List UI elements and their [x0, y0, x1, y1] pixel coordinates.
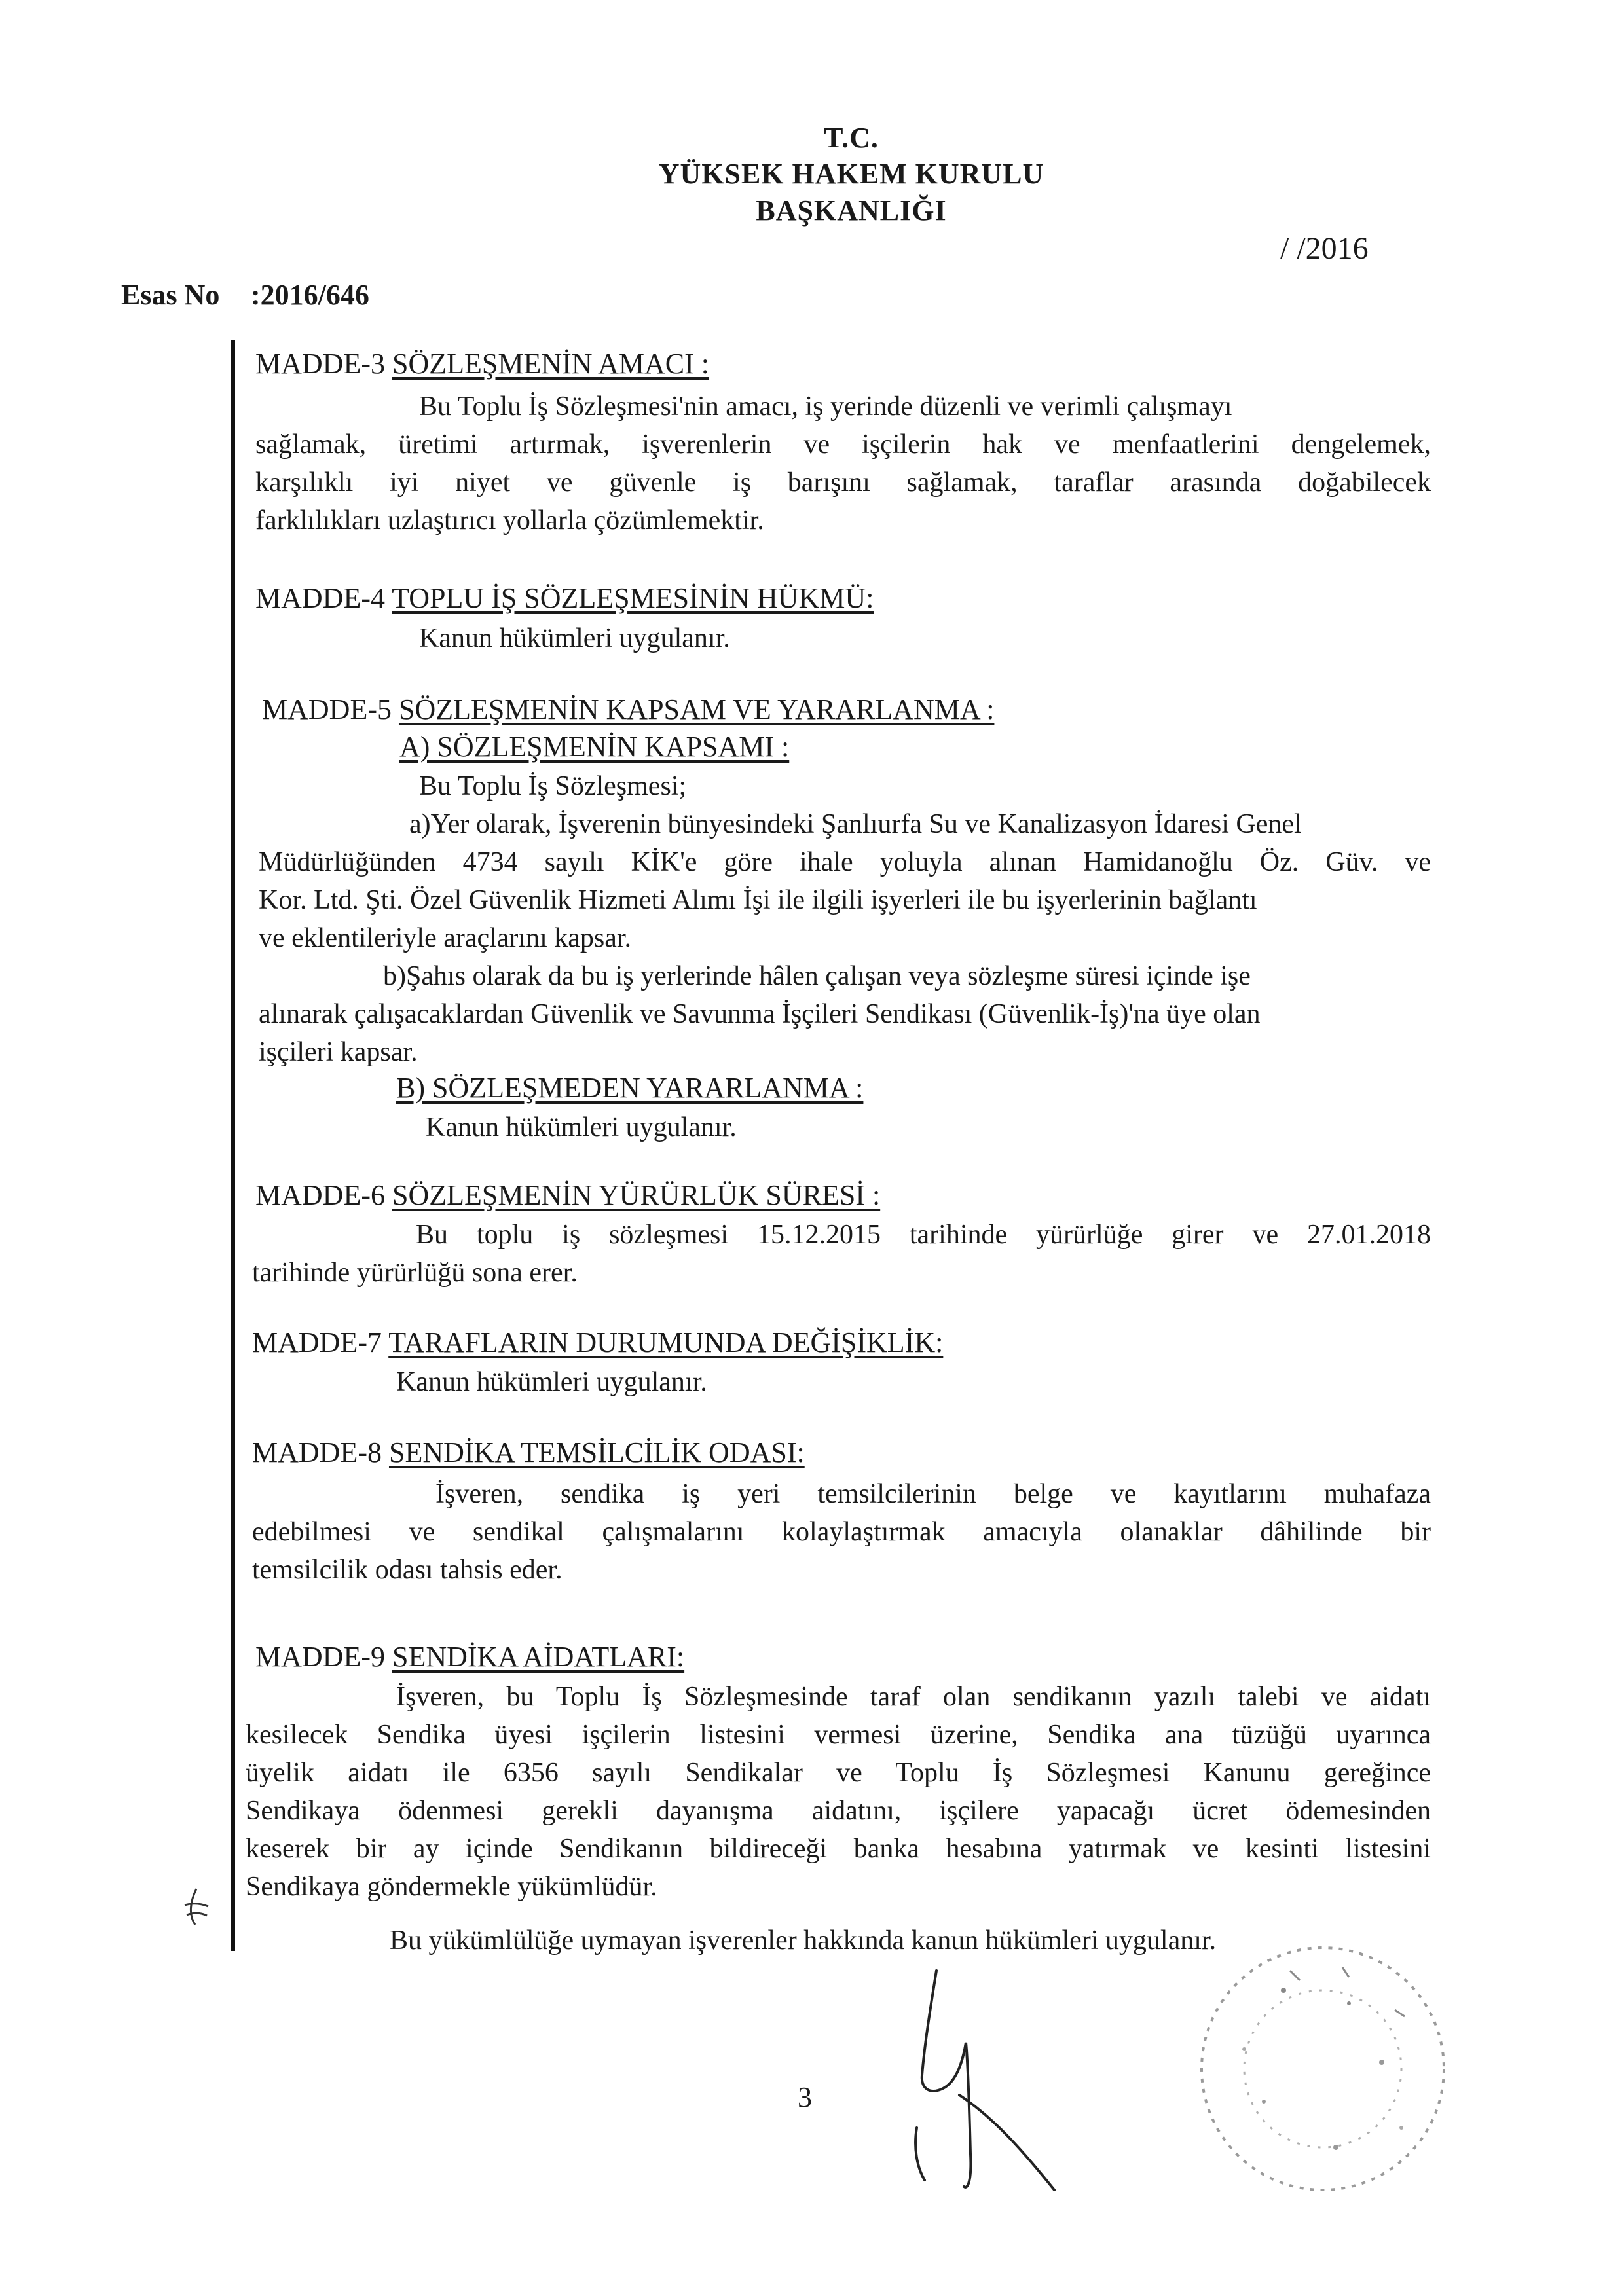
text-line: a)Yer olarak, İşverenin bünyesindeki Şanlıurfa Su ve Kanalizasyon İdaresi Genel [409, 809, 1302, 839]
article-6-title: SÖZLEŞMENİN YÜRÜRLÜK SÜRESİ : [392, 1179, 881, 1211]
text-line: alınarak çalışacaklardan Güvenlik ve Savunma İşçileri Sendikası (Güvenlik-İş)'na üye olan [259, 999, 1261, 1029]
article-7-text: Kanun hükümleri uygulanır. [396, 1367, 707, 1397]
article-3-label: MADDE-3 [255, 348, 385, 380]
text-line: işçileri kapsar. [259, 1037, 418, 1067]
text-line: sağlamak, üretimi artırmak, işverenlerin ve işçilerin hak ve menfaatlerini dengelemek, [255, 429, 1431, 460]
text-line: Müdürlüğünden 4734 sayılı KİK'e göre ihale yoluyla alınan Hamidanoğlu Öz. Güv. ve [259, 847, 1431, 877]
article-4-title: TOPLU İŞ SÖZLEŞMESİNİN HÜKMÜ: [392, 582, 874, 614]
article-5-subheading-a: A) SÖZLEŞMENİN KAPSAMI : [399, 731, 790, 763]
article-5-title: SÖZLEŞMENİN KAPSAM VE YARARLANMA : [398, 693, 995, 725]
article-5-label: MADDE-5 [262, 693, 392, 725]
article-3-body [255, 388, 1431, 539]
text-line: karşılıklı iyi niyet ve güvenle iş barışını sağlamak, taraflar arasında doğabilecek [255, 467, 1431, 498]
article-5-clause-b [259, 957, 1431, 1071]
article-3-heading [255, 347, 709, 380]
text-line: ve eklentileriyle araçlarını kapsar. [259, 923, 632, 953]
article-8-heading [252, 1436, 805, 1469]
article-9-body [246, 1678, 1431, 1906]
article-6-heading [255, 1178, 880, 1212]
text-line: keserek bir ay içinde Sendikanın bildireceği banka hesabına yatırmak ve kesinti listesini [246, 1834, 1431, 1864]
document-date: / /2016 [1280, 231, 1369, 266]
text-line: Sendikaya ödenmesi gerekli dayanışma aidatını, işçilere yapacağı ücret ödemesinden [246, 1796, 1431, 1826]
margin-initial-mark [177, 1886, 216, 1931]
article-6-body [252, 1216, 1431, 1292]
text-line: Kor. Ltd. Şti. Özel Güvenlik Hizmeti Alımı İşi ile ilgili işyerleri ile bu işyerlerinin bağlantı [259, 885, 1257, 915]
esas-no-label: Esas No [121, 279, 220, 311]
article-5-intro: Bu Toplu İş Sözleşmesi; [419, 771, 687, 801]
article-8-title: SENDİKA TEMSİLCİLİK ODASI: [388, 1436, 805, 1468]
text-line: Bu Toplu İş Sözleşmesi'nin amacı, iş yerinde düzenli ve verimli çalışmayı [419, 392, 1232, 422]
header-department: BAŞKANLIĞI [756, 194, 947, 227]
text-line: üyelik aidatı ile 6356 sayılı Sendikalar ve Toplu İş Sözleşmesi Kanunu gereğince [246, 1758, 1431, 1788]
text-line: kesilecek Sendika üyesi işçilerin listesini vermesi üzerine, Sendika ana tüzüğü uyarınca [246, 1720, 1431, 1750]
article-9-label: MADDE-9 [255, 1641, 385, 1673]
text-line: İşveren, sendika iş yeri temsilcilerinin belge ve kayıtlarını muhafaza [435, 1479, 1431, 1509]
text-line: İşveren, bu Toplu İş Sözleşmesinde taraf olan sendikanın yazılı talebi ve aidatı [396, 1682, 1431, 1712]
margin-bar [231, 340, 235, 1951]
article-9-heading [255, 1640, 684, 1673]
text-line: farklılıkları uzlaştırıcı yollarla çözümlemektir. [255, 505, 764, 536]
text-line: Sendikaya göndermekle yükümlüdür. [246, 1872, 657, 1902]
article-8-label: MADDE-8 [252, 1436, 382, 1468]
page-number: 3 [798, 2081, 812, 2113]
article-5-subheading-b: B) SÖZLEŞMEDEN YARARLANMA : [396, 1072, 864, 1104]
article-8-body [252, 1475, 1431, 1589]
article-6-label: MADDE-6 [255, 1179, 385, 1211]
article-7-label: MADDE-7 [252, 1326, 382, 1358]
article-5-heading [262, 693, 994, 726]
article-9-title: SENDİKA AİDATLARI: [392, 1641, 685, 1673]
article-5-subheading-b-text: Kanun hükümleri uygulanır. [426, 1112, 737, 1142]
article-9-closing: Bu yükümlülüğe uymayan işverenler hakkında kanun hükümleri uygulanır. [390, 1925, 1217, 1956]
article-3-title: SÖZLEŞMENİN AMACI : [392, 348, 710, 380]
header-institution: YÜKSEK HAKEM KURULU [658, 158, 1044, 190]
article-4-heading [255, 581, 874, 615]
text-line: edebilmesi ve sendikal çalışmalarını kolaylaştırmak amacıyla olanaklar dâhilinde bir [252, 1517, 1431, 1547]
text-line: Bu toplu iş sözleşmesi 15.12.2015 tarihinde yürürlüğe girer ve 27.01.2018 [416, 1220, 1431, 1250]
esas-no-value: :2016/646 [251, 279, 369, 311]
article-5-clause-a [259, 805, 1431, 957]
article-4-label: MADDE-4 [255, 582, 385, 614]
article-4-text: Kanun hükümleri uygulanır. [419, 623, 730, 653]
text-line: b)Şahıs olarak da bu iş yerlerinde hâlen çalışan veya sözleşme süresi içinde işe [383, 961, 1251, 991]
article-7-heading [252, 1326, 943, 1359]
signature [891, 1964, 1100, 2200]
header-tc: T.C. [824, 122, 879, 154]
official-stamp [1185, 1931, 1460, 2206]
text-line: tarihinde yürürlüğü sona erer. [252, 1258, 578, 1288]
text-line: temsilcilik odası tahsis eder. [252, 1555, 563, 1585]
article-7-title: TARAFLARIN DURUMUNDA DEĞİŞİKLİK: [388, 1326, 944, 1358]
